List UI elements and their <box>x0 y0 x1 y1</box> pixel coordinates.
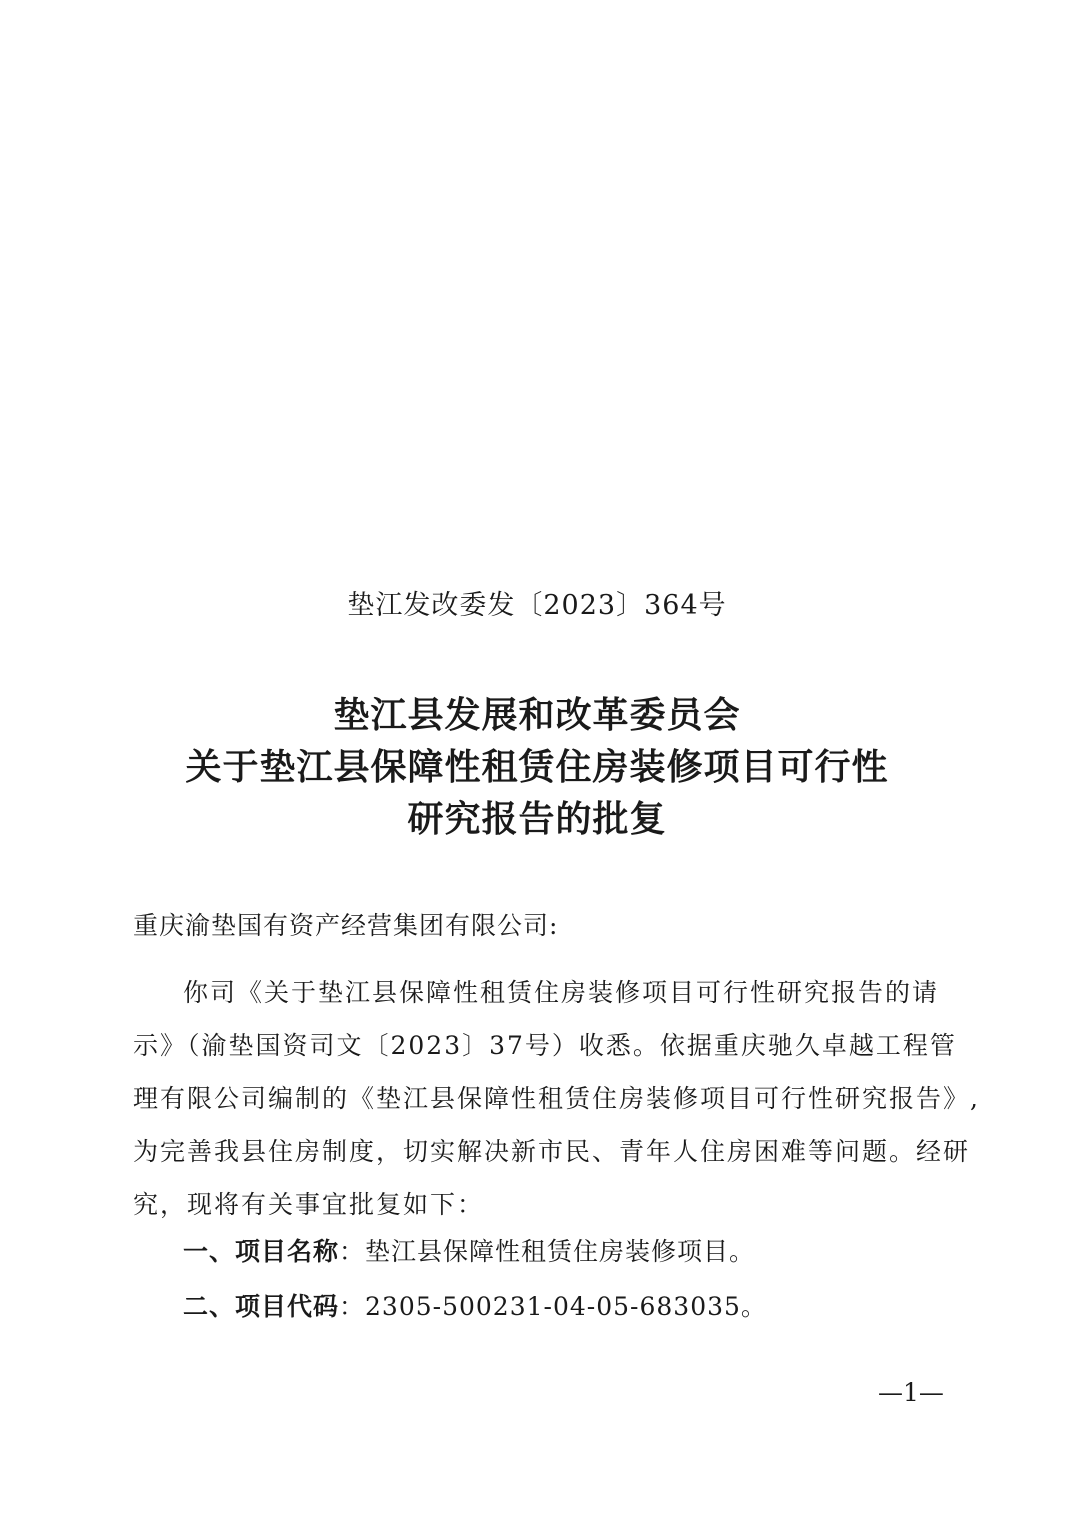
page-number: —1— <box>878 1378 944 1407</box>
document-number: 垫江发改委发〔2023〕364号 <box>347 590 727 621</box>
title-line-3: 研究报告的批复 <box>407 799 667 840</box>
project-name-label: 一、项目名称 <box>183 1237 340 1266</box>
project-code-value: ：2305-500231-04-05-683035。 <box>339 1292 767 1321</box>
document-title <box>0 690 1074 846</box>
body-line-1: 你司《关于垫江县保障性租赁住房装修项目可行性研究报告的请 <box>183 978 940 1007</box>
project-name-item <box>183 1232 755 1268</box>
body-line-4: 为完善我县住房制度，切实解决新市民、青年人住房困难等问题。经研 <box>133 1137 971 1166</box>
addressee: 重庆渝垫国有资产经营集团有限公司: <box>133 911 559 940</box>
body-paragraph <box>133 966 980 1231</box>
body-line-3: 理有限公司编制的《垫江县保障性租赁住房装修项目可行性研究报告》, <box>133 1084 980 1113</box>
project-name-value: ：垫江县保障性租赁住房装修项目。 <box>339 1237 756 1266</box>
title-line-2: 关于垫江县保障性租赁住房装修项目可行性 <box>185 747 889 788</box>
project-code-item <box>183 1287 767 1323</box>
body-line-5: 究，现将有关事宜批复如下： <box>133 1190 485 1219</box>
body-line-2: 示》（渝垫国资司文〔2023〕37号）收悉。依据重庆驰久卓越工程管 <box>133 1031 957 1060</box>
title-line-1: 垫江县发展和改革委员会 <box>333 695 741 736</box>
project-code-label: 二、项目代码 <box>183 1292 340 1321</box>
